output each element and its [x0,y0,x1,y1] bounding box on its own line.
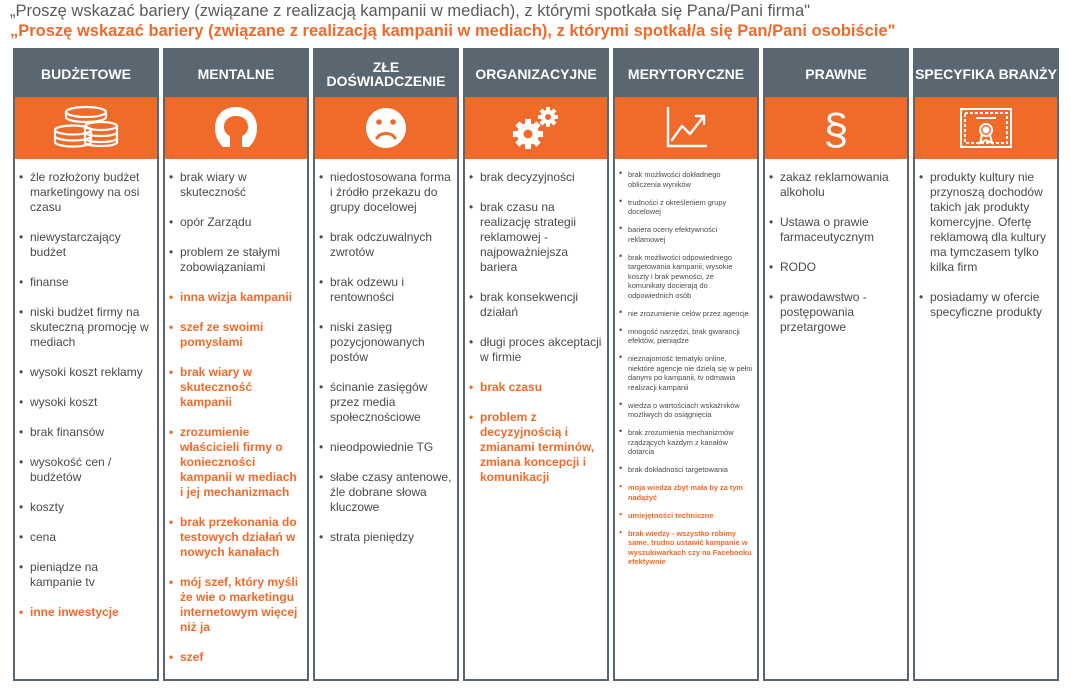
list-item: • brak dokładności targetowania [619,465,753,475]
list-item: • wiedza o wartościach wskaźników możliwych do osiągnięcia [619,401,753,420]
column-budzetowe [13,48,159,681]
list-item-highlighted: • inna wizja kampanii [169,290,303,305]
list-item: • wysokość cen / budżetów [19,455,153,485]
list-item: • problem ze stałymi zobowiązaniami [169,245,303,275]
column-mentalne [163,48,309,681]
list-item: • niedostosowana forma i źródło przekazu do grupy docelowej [319,170,453,215]
list-item-highlighted: • umiejętności techniczne [619,511,753,521]
list-item: • niski zasięg pozycjonowanych postów [319,320,453,365]
question-personal: „Proszę wskazać bariery (związane z realizacją kampanii w mediach), z którymi spotkał/a się Pan/Pani osobiście" [10,22,896,40]
coins-icon [15,97,157,159]
sad-face-icon [315,97,457,159]
column-title: SPECYFIKA BRANŻY [915,50,1057,97]
gears-icon [465,97,607,159]
certificate-icon [915,97,1057,159]
list-item: • finanse [19,275,153,290]
list-item-highlighted: • szef [169,650,303,665]
list-item: • brak konsekwencji działań [469,290,603,320]
list-item: • koszty [19,500,153,515]
list-item: • długi proces akceptacji w firmie [469,335,603,365]
list-item: • brak możliwości odpowiedniego targetowania kampanii; wysokie koszty i brak pewności, że komunikaty docierają do odpowiednich osób [619,253,753,301]
column-specyfika-branzy [913,48,1059,681]
list-item: • opór Zarządu [169,215,303,230]
list-item: • brak zrozumienia mechanizmów rządzących każdym z kanałów dotarcia [619,428,753,457]
svg-text:§: § [823,105,849,152]
column-title: MENTALNE [165,50,307,97]
column-title: ORGANIZACYJNE [465,50,607,97]
list-item: • prawodawstwo - postępowania przetargowe [769,290,903,335]
list-item: • nieznajomość tematyki online, niektóre agencje nie dzielą się w pełni danymi po kampanii, tv odmawia realizacji kampanii [619,354,753,392]
list-item: • RODO [769,260,903,275]
list-item-highlighted: • zrozumienie właścicieli firmy o konieczności kampanii w mediach i jej mechanizmach [169,425,303,500]
list-item: • pieniądze na kampanie tv [19,560,153,590]
list-item: • mnogość narzędzi, brak gwarancji efektów, pieniądze [619,327,753,346]
column-merytoryczne [613,48,759,681]
column-zle-doswiadczenie [313,48,459,681]
list-item: • nie zrozumienie celów przez agencje [619,309,753,319]
list-item: • Ustawa o prawie farmaceutycznym [769,215,903,245]
list-item-highlighted: • inne inwestycje [19,605,153,620]
list-item: • wysoki koszt [19,395,153,410]
question-general: „Proszę wskazać bariery (związane z realizacją kampanii w mediach), z którymi spotkała się Pana/Pani firma" [10,2,810,20]
chart-icon [615,97,757,159]
column-prawne [763,48,909,681]
list-item-highlighted: • brak czasu [469,380,603,395]
list-item: • nieodpowiednie TG [319,440,453,455]
list-item: • źle rozłożony budżet marketingowy na osi czasu [19,170,153,215]
list-item: • bariera oceny efektywności reklamowej [619,225,753,244]
column-title: PRAWNE [765,50,907,97]
list-item: • trudności z określeniem grupy docelowej [619,198,753,217]
list-item: • brak możliwości dokładnego obliczenia wyników [619,170,753,189]
list-item-highlighted: • brak wiedzy - wszystko robimy same, trudno ustawić kampanie w wyszukiwarkach czy na Facebooku efektywnie [619,529,753,567]
list-item: • niski budżet firmy na skuteczną promocję w mediach [19,305,153,350]
list-item-highlighted: • mój szef, który myśli że wie o marketingu internetowym więcej niż ja [169,575,303,635]
paragraph-icon [765,97,907,159]
list-item-highlighted: • brak wiary w skuteczność kampanii [169,365,303,410]
list-item: • zakaz reklamowania alkoholu [769,170,903,200]
list-item: • brak odczuwalnych zwrotów [319,230,453,260]
list-item: • słabe czasy antenowe, źle dobrane słowa kluczowe [319,470,453,515]
list-item: • posiadamy w ofercie specyficzne produkty [919,290,1053,320]
list-item-highlighted: • szef ze swoimi pomysłami [169,320,303,350]
list-item: • cena [19,530,153,545]
list-item: • brak wiary w skuteczność [169,170,303,200]
list-item: • brak czasu na realizację strategii reklamowej - najpoważniejsza bariera [469,200,603,275]
column-title: ZŁE DOŚWIADCZENIE [315,50,457,97]
list-item-highlighted: • problem z decyzyjnością i zmianami terminów, zmiana koncepcji i komunikacji [469,410,603,485]
list-item: • wysoki koszt reklamy [19,365,153,380]
list-item: • brak odzewu i rentowności [319,275,453,305]
column-title: MERYTORYCZNE [615,50,757,97]
list-item-highlighted: • brak przekonania do testowych działań w nowych kanałach [169,515,303,560]
list-item-highlighted: • moja wiedza zbyt mała by za tym nadążyć [619,483,753,502]
column-organizacyjne [463,48,609,681]
list-item: • brak finansów [19,425,153,440]
list-item: • niewystarczający budżet [19,230,153,260]
list-item: • produkty kultury nie przynoszą dochodów takich jak produkty komercyjne. Ofertę reklamową dla kultury ma tymczasem tylko kilka firm [919,170,1053,275]
list-item: • ścinanie zasięgów przez media społecznościowe [319,380,453,425]
head-icon [165,97,307,159]
column-title: BUDŻETOWE [15,50,157,97]
list-item: • strata pieniędzy [319,530,453,545]
list-item: • brak decyzyjności [469,170,603,185]
